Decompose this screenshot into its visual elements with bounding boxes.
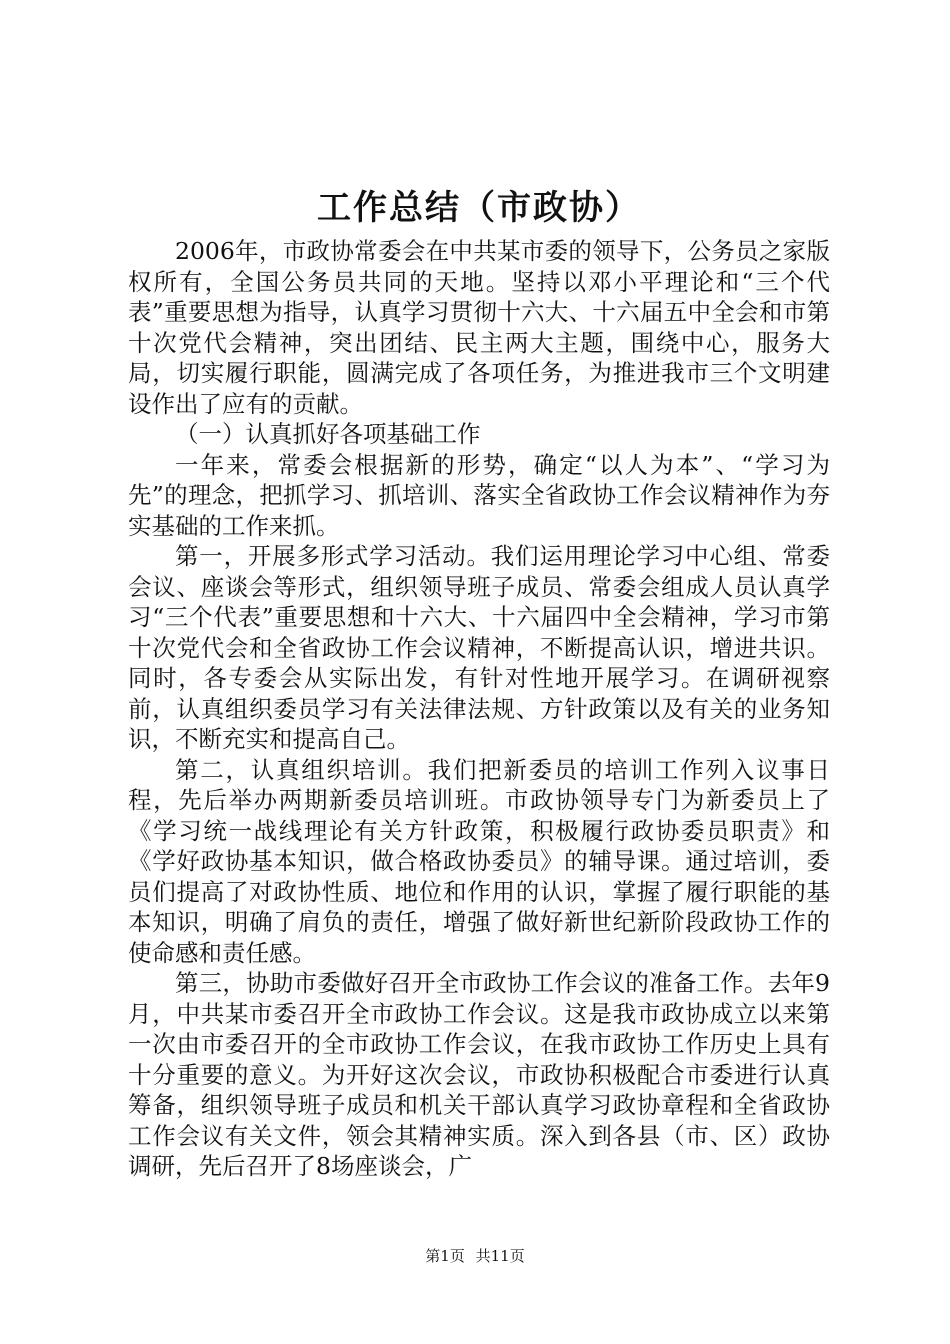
- paragraph-intro: 2006年，市政协常委会在中共某市委的领导下，公务员之家版权所有，全国公务员共同的天地。坚持以邓小平理论和“三个代表”重要思想为指导，认真学习贯彻十六大、十六届五中全会和市第十次党代会精神，突出团结、民主两大主题，围绕中心，服务大局，切实履行职能，圆满完成了各项任务，为推进我市三个文明建设作出了应有的贡献。: [128, 237, 830, 418]
- page-number: 第1页: [425, 1247, 465, 1265]
- document-page: [128, 0, 830, 1344]
- document-title: 工作总结（市政协）: [317, 188, 641, 228]
- paragraph-second: 第二，认真组织培训。我们把新委员的培训工作列入议事日程，先后举办两期新委员培训班。市政协领导专门为新委员上了《学习统一战线理论有关方针政策，积极履行政协委员职责》和《学好政协基本知识，做合格政协委员》的辅导课。通过培训，委员们提高了对政协性质、地位和作用的认识，掌握了履行职能的基本知识，明确了肩负的责任，增强了做好新世纪新阶段政协工作的使命感和责任感。: [128, 755, 830, 967]
- page-total: 共11页: [475, 1247, 525, 1265]
- paragraph-first: 第一，开展多形式学习活动。我们运用理论学习中心组、常委会议、座谈会等形式，组织领导班子成员、常委会组成人员认真学习“三个代表”重要思想和十六大、十六届四中全会精神，学习市第十次党代会和全省政协工作会议精神，不断提高认识，增进共识。同时，各专委会从实际出发，有针对性地开展学习。在调研视察前，认真组织委员学习有关法律法规、方针政策以及有关的业务知识，不断充实和提高自己。: [128, 542, 830, 753]
- page-footer: [0, 1245, 950, 1266]
- paragraph-third: 第三，协助市委做好召开全市政协工作会议的准备工作。去年9月，中共某市委召开全市政协工作会议。这是我市政协成立以来第一次由市委召开的全市政协工作会议，在我市政协工作历史上具有十分重要的意义。为开好这次会议，市政协积极配合市委进行认真筹备，组织领导班子成员和机关干部认真学习政协章程和全省政协工作会议有关文件，领会其精神实质。深入到各县（市、区）政协调研，先后召开了8场座谈会，广: [128, 969, 830, 1180]
- section-heading: （一）认真抓好各项基础工作: [175, 420, 481, 448]
- paragraph-overview: 一年来，常委会根据新的形势，确定“以人为本”、“学习为先”的理念，把抓学习、抓培训、落实全省政协工作会议精神作为夯实基础的工作来抓。: [128, 450, 830, 540]
- document-body: [128, 236, 830, 1182]
